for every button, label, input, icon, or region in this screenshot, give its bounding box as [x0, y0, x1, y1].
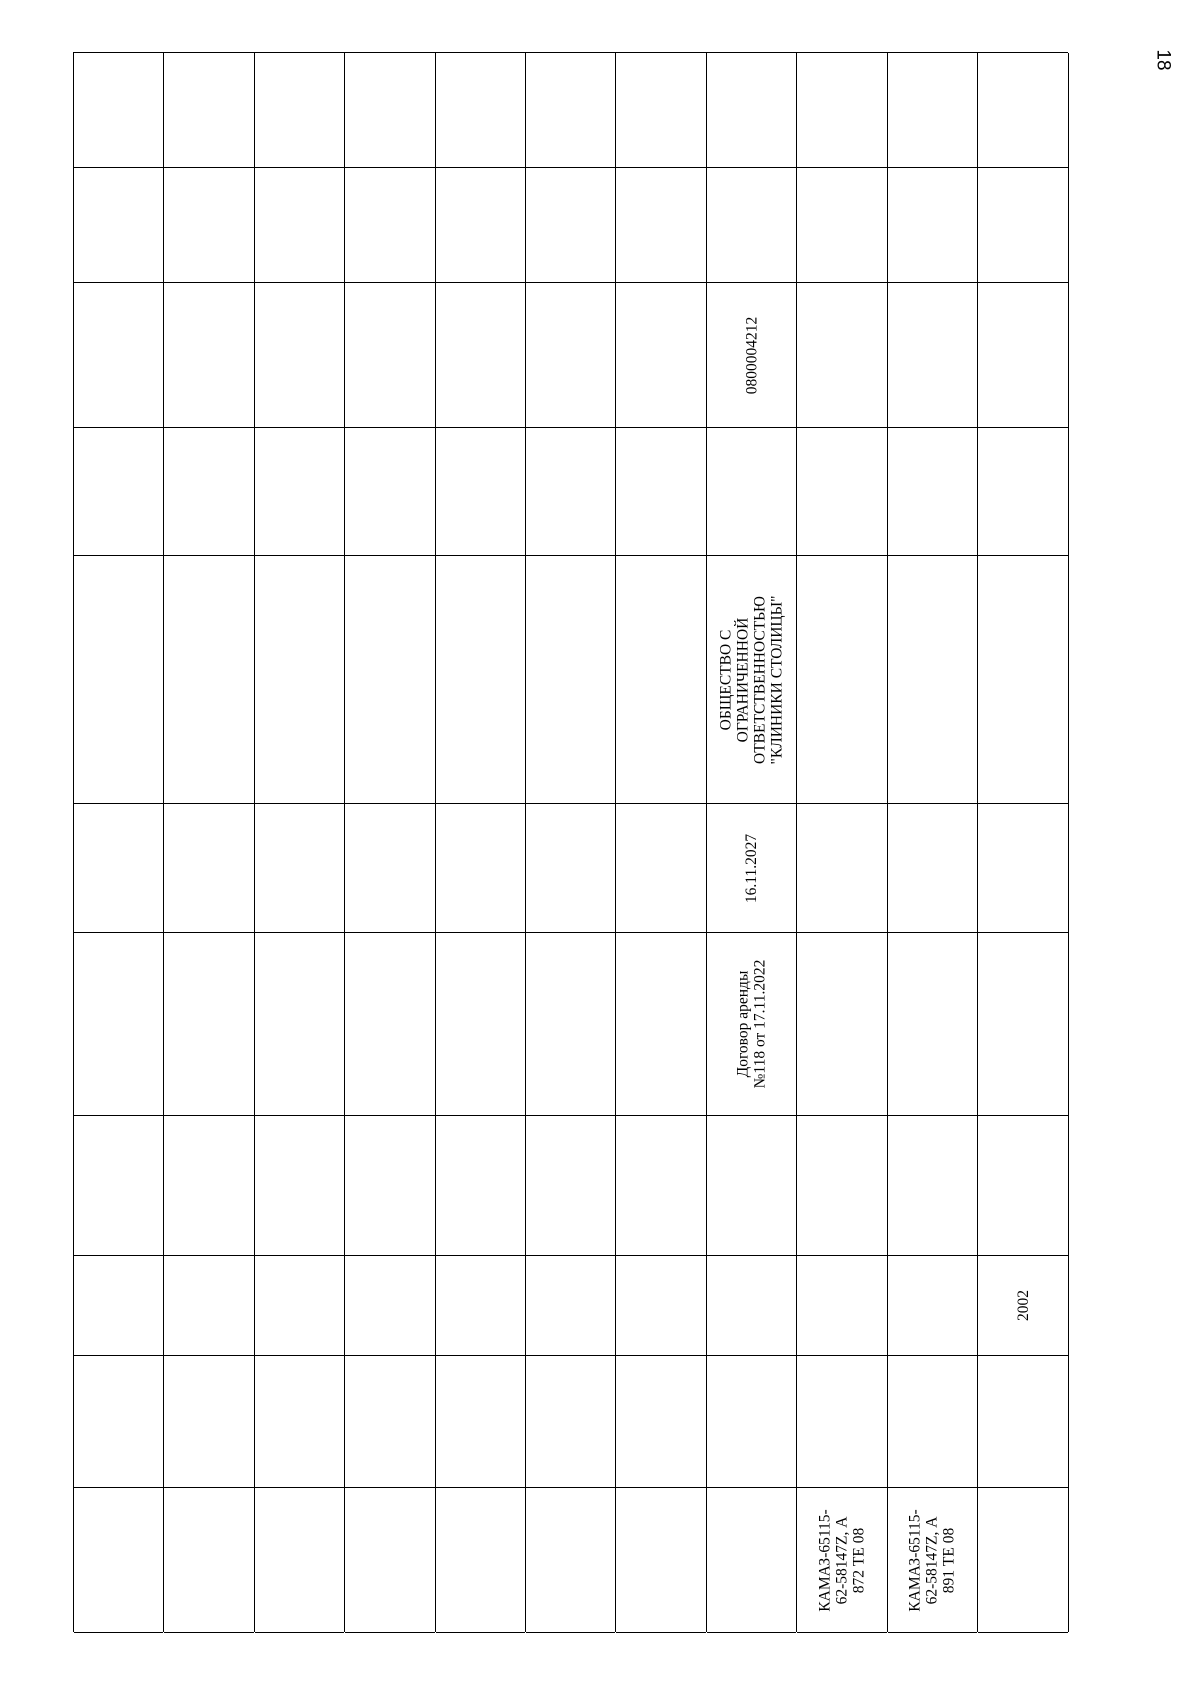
- cell-end-date: [74, 804, 163, 933]
- cell-inn: [164, 283, 254, 428]
- cell-inn: [707, 283, 796, 428]
- cell-year: [255, 1256, 344, 1356]
- table-cell: [888, 53, 977, 168]
- cell-contract: [74, 933, 163, 1116]
- table-cell: [345, 1116, 435, 1256]
- cell-year: [345, 1256, 435, 1356]
- cell-vehicle: [707, 1488, 796, 1633]
- cell-contract: [707, 933, 796, 1116]
- table-cell: [978, 53, 1068, 168]
- table-cell: [345, 168, 435, 283]
- cell-inn: [616, 283, 706, 428]
- cell-year: [74, 1256, 163, 1356]
- vehicle-text: КАМАЗ-65115- 62-58147Z, А 872 ТЕ 08: [816, 1508, 868, 1612]
- table-cell: [164, 168, 254, 283]
- table-cell: [707, 168, 796, 283]
- table-cell: [888, 428, 977, 556]
- table-cell: [436, 53, 525, 168]
- cell-end-date: [345, 804, 435, 933]
- table-row: [74, 53, 164, 1632]
- table-cell: [616, 1356, 706, 1488]
- table-cell: [255, 53, 344, 168]
- cell-lessee: [797, 556, 887, 804]
- cell-contract: [526, 933, 615, 1116]
- vehicle-text: КАМАЗ-65115- 62-58147Z, А 891 ТЕ 08: [907, 1508, 959, 1612]
- table-cell: [526, 1356, 615, 1488]
- table-row: [436, 53, 526, 1632]
- table-cell: [74, 1356, 163, 1488]
- cell-lessee: [436, 556, 525, 804]
- table-cell: [164, 1116, 254, 1256]
- table-cell: [616, 53, 706, 168]
- cell-lessee: [616, 556, 706, 804]
- cell-end-date: [526, 804, 615, 933]
- cell-vehicle: [616, 1488, 706, 1633]
- table-cell: [526, 1116, 615, 1256]
- cell-vehicle: [888, 1488, 977, 1633]
- table-cell: [707, 428, 796, 556]
- table-row: [888, 53, 978, 1632]
- table-row: [797, 53, 888, 1632]
- cell-year: [888, 1256, 977, 1356]
- cell-end-date: [616, 804, 706, 933]
- cell-inn: [255, 283, 344, 428]
- table-row: [255, 53, 345, 1632]
- table-cell: [707, 53, 796, 168]
- cell-inn: [888, 283, 977, 428]
- cell-contract: [255, 933, 344, 1116]
- table-cell: [978, 168, 1068, 283]
- cell-lessee: [526, 556, 615, 804]
- cell-end-date: [978, 804, 1068, 933]
- table-cell: [164, 53, 254, 168]
- cell-vehicle: [526, 1488, 615, 1633]
- cell-end-date: [255, 804, 344, 933]
- table-cell: [436, 1356, 525, 1488]
- cell-year: [526, 1256, 615, 1356]
- cell-end-date: [164, 804, 254, 933]
- lessee-text: ОБЩЕСТВО С ОГРАНИЧЕННОЙ ОТВЕТСТВЕННОСТЬЮ "КЛИНИКИ СТОЛИЦЫ": [717, 595, 786, 764]
- table-cell: [74, 1116, 163, 1256]
- table-cell: [616, 168, 706, 283]
- table-cell: [797, 168, 887, 283]
- year-text: 2002: [1014, 1290, 1032, 1321]
- cell-lessee: [888, 556, 977, 804]
- table-cell: [616, 1116, 706, 1256]
- cell-inn: [436, 283, 525, 428]
- cell-lessee: [707, 556, 796, 804]
- table-cell: [74, 428, 163, 556]
- table-cell: [978, 1116, 1068, 1256]
- table-cell: [978, 1356, 1068, 1488]
- cell-contract: [345, 933, 435, 1116]
- table-cell: [436, 428, 525, 556]
- cell-year: [436, 1256, 525, 1356]
- cell-inn: [526, 283, 615, 428]
- cell-year: [978, 1256, 1068, 1356]
- table-cell: [436, 1116, 525, 1256]
- table-row: [978, 53, 1069, 1632]
- cell-lessee: [74, 556, 163, 804]
- cell-lessee: [345, 556, 435, 804]
- table-cell: [616, 428, 706, 556]
- cell-lessee: [255, 556, 344, 804]
- table-cell: [436, 168, 525, 283]
- cell-end-date: [797, 804, 887, 933]
- table-cell: [797, 1116, 887, 1256]
- cell-contract: [797, 933, 887, 1116]
- table-cell: [797, 428, 887, 556]
- table-cell: [255, 168, 344, 283]
- cell-end-date: [707, 804, 796, 933]
- table-row: [345, 53, 436, 1632]
- table-cell: [888, 1116, 977, 1256]
- cell-contract: [888, 933, 977, 1116]
- rotated-table: [73, 52, 1068, 1632]
- table-cell: [797, 53, 887, 168]
- table-cell: [74, 53, 163, 168]
- table-cell: [164, 1356, 254, 1488]
- table-row: [616, 53, 707, 1632]
- cell-vehicle: [345, 1488, 435, 1633]
- table-cell: [707, 1116, 796, 1256]
- cell-vehicle: [436, 1488, 525, 1633]
- table-cell: [707, 1356, 796, 1488]
- end-date-text: 16.11.2027: [743, 833, 760, 903]
- table-row: [707, 53, 797, 1632]
- cell-contract: [978, 933, 1068, 1116]
- table-cell: [255, 1356, 344, 1488]
- table-cell: [164, 428, 254, 556]
- cell-vehicle: [164, 1488, 254, 1633]
- cell-inn: [797, 283, 887, 428]
- table-row: [526, 53, 616, 1632]
- cell-lessee: [978, 556, 1068, 804]
- cell-end-date: [436, 804, 525, 933]
- table-cell: [797, 1356, 887, 1488]
- cell-inn: [345, 283, 435, 428]
- cell-end-date: [888, 804, 977, 933]
- table-cell: [978, 428, 1068, 556]
- contract-text: Договор аренды №118 от 17.11.2022: [734, 959, 769, 1089]
- table-cell: [345, 1356, 435, 1488]
- cell-lessee: [164, 556, 254, 804]
- cell-vehicle: [797, 1488, 887, 1633]
- table-cell: [345, 53, 435, 168]
- cell-contract: [616, 933, 706, 1116]
- inn-text: 0800004212: [743, 316, 760, 394]
- table-cell: [888, 168, 977, 283]
- table-cell: [74, 168, 163, 283]
- cell-vehicle: [978, 1488, 1068, 1633]
- table-cell: [345, 428, 435, 556]
- table-cell: [888, 1356, 977, 1488]
- cell-vehicle: [255, 1488, 344, 1633]
- table-cell: [255, 428, 344, 556]
- cell-year: [164, 1256, 254, 1356]
- cell-year: [707, 1256, 796, 1356]
- page-number-text: 18: [1152, 49, 1174, 71]
- cell-contract: [436, 933, 525, 1116]
- cell-year: [616, 1256, 706, 1356]
- cell-inn: [978, 283, 1068, 428]
- table-cell: [255, 1116, 344, 1256]
- cell-vehicle: [74, 1488, 163, 1633]
- cell-inn: [74, 283, 163, 428]
- cell-contract: [164, 933, 254, 1116]
- table-cell: [526, 168, 615, 283]
- table-cell: [526, 53, 615, 168]
- cell-year: [797, 1256, 887, 1356]
- table-row: [164, 53, 255, 1632]
- table-cell: [526, 428, 615, 556]
- page-number: [1148, 40, 1178, 80]
